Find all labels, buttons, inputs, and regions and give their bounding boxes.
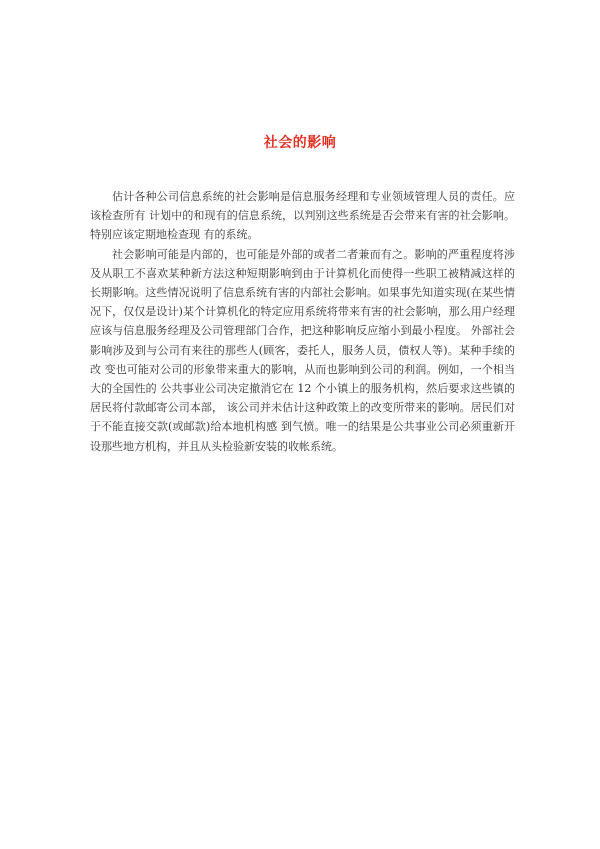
document-body [90, 187, 515, 456]
paragraph-1: 估计各种公司信息系统的社会影响是信息服务经理和专业领域管理人员的责任。应该检查所有 计划中的和现有的信息系统，以判别这些系统是否会带来有害的社会影响。特别应该定期地检查现 有的系统。 [90, 190, 515, 242]
paragraph-2: 社会影响可能是内部的，也可能是外部的或者二者兼而有之。影响的严重程度将涉及从职工不喜欢某种新方法这种短期影响到由于计算机化而使得一些职工被精减这样的长期影响。这些情况说明了信息系统有害的内部社会影响。如果事先知道实现(在某些情况下，仅仅是设计)某个计算机化的特定应用系统将带来有害的社会影响，那么用户经理应该与信息服务经理及公司管理部门合作，把这种影响反应缩小到最小程度。 外部社会影响涉及到与公司有来往的那些人(顾客，委托人，服务人员，债权人等)。某种手续的改 变也可能对公司的形象带来重大的影响，从而也影响到公司的利润。例如，一个相当大的全国性的 公共事业公司决定撤消它在 12 个小镇上的服务机构，然后要求这些镇的居民将付款邮寄公司本部， 该公司并未估计这种政策上的改变所带来的影响。居民们对于不能直接交款(或邮款)给本地机构感 到气愤。唯一的结果是公共事业公司必须重新开设那些地方机构，并且从头检验新安装的收帐系统。 [90, 247, 515, 453]
document-title: 社会的影响 [263, 135, 337, 151]
